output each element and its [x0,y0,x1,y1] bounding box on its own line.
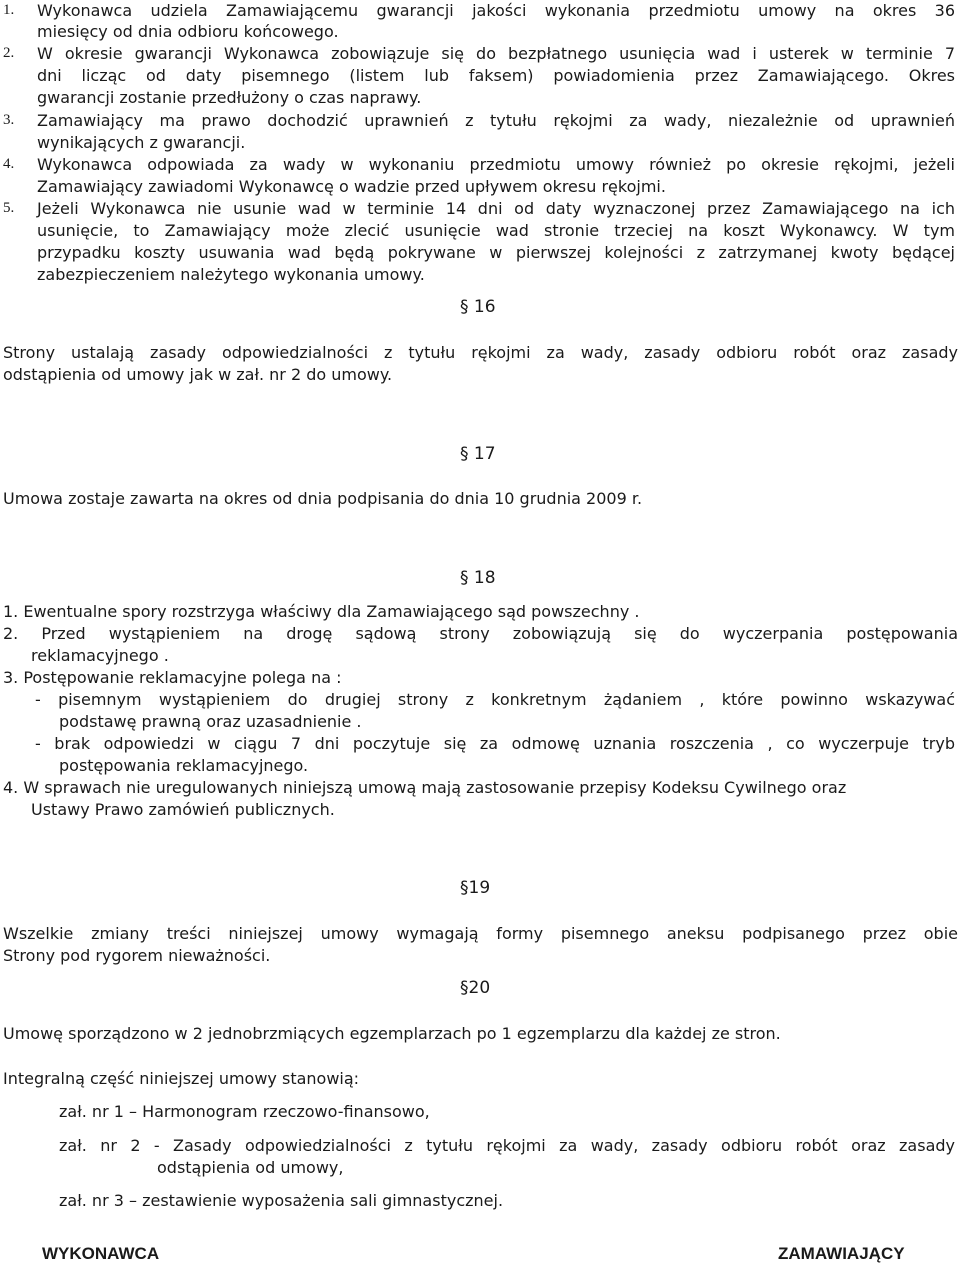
item-number: 3. [3,112,15,128]
item-number: 4. [3,156,15,172]
contract-text-line: Zamawiający zawiadomi Wykonawcę o wadzie przed upływem okresu rękojmi. [37,177,666,196]
contract-text-line: wynikających z gwarancji. [37,133,246,152]
contract-text-line: Zamawiający ma prawo dochodzić uprawnień z tytułu rękojmi za wady, niezależnie od uprawnień [37,111,955,130]
signature-label-client: ZAMAWIAJĄCY [778,1244,905,1263]
contract-text-line: W okresie gwarancji Wykonawca zobowiązuje się do bezpłatnego usunięcia wad i usterek w terminie 7 [37,44,955,63]
contract-text-line: zabezpieczeniem należytego wykonania umowy. [37,265,425,284]
item-number: 1. [3,2,15,18]
contract-text-line: miesięcy od dnia odbioru końcowego. [37,22,339,41]
contract-text-line: postępowania reklamacyjnego. [59,756,309,775]
contract-text-line: Integralną część niniejszej umowy stanowią: [3,1069,360,1088]
attachment-item-continuation: odstąpienia od umowy, [157,1158,344,1177]
contract-text-line: 3. Postępowanie reklamacyjne polega na : [3,668,342,687]
contract-text-line: gwarancji zostanie przedłużony o czas naprawy. [37,88,422,107]
section-heading: § 17 [460,444,496,464]
section-heading: § 18 [460,568,496,588]
contract-text-line: Strony pod rygorem nieważności. [3,946,271,965]
section-heading: §19 [460,878,491,898]
contract-text-line: Wykonawca odpowiada za wady w wykonaniu przedmiotu umowy również po okresie rękojmi, jeżeli [37,155,955,174]
contract-text-line: odstąpienia od umowy jak w zał. nr 2 do umowy. [3,365,393,384]
attachment-item: zał. nr 2 - Zasady odpowiedzialności z tytułu rękojmi za wady, zasady odbioru robót oraz zasady [59,1136,955,1155]
contract-text-line: dni licząc od daty pisemnego (listem lub faksem) powiadomienia przez Zamawiającego. Okres [37,66,955,85]
contract-text-line: 2. Przed wystąpieniem na drogę sądową strony zobowiązują się do wyczerpania postępowania [3,624,958,643]
contract-text-line: 1. Ewentualne spory rozstrzyga właściwy dla Zamawiającego sąd powszechny . [3,602,640,621]
contract-text-line: 4. W sprawach nie uregulowanych niniejszą umową mają zastosowanie przepisy Kodeksu Cywilnego oraz [3,778,847,797]
contract-text-line: reklamacyjnego . [31,646,169,665]
contract-text-line: Umowa zostaje zawarta na okres od dnia podpisania do dnia 10 grudnia 2009 r. [3,489,643,508]
signature-label-contractor: WYKONAWCA [42,1244,160,1263]
contract-text-line: Umowę sporządzono w 2 jednobrzmiących egzemplarzach po 1 egzemplarzu dla każdej ze stron. [3,1024,781,1043]
item-number: 2. [3,45,15,61]
contract-text-line: - brak odpowiedzi w ciągu 7 dni poczytuje się za odmowę uznania roszczenia , co wyczerpuje tryb [35,734,955,753]
contract-text-line: usunięcie, to Zamawiający może zlecić usunięcie wad stronie trzeciej na koszt Wykonawcy. W tym [37,221,955,240]
contract-text-line: - pisemnym wystąpieniem do drugiej strony z konkretnym żądaniem , które powinno wskazywać [35,690,955,709]
attachment-item: zał. nr 3 – zestawienie wyposażenia sali gimnastycznej. [59,1191,504,1210]
contract-text-line: podstawę prawną oraz uzasadnienie . [59,712,362,731]
contract-text-line: przypadku koszty usuwania wad będą pokrywane w pierwszej kolejności z zatrzymanej kwoty będącej [37,243,955,262]
section-heading: § 16 [460,297,496,317]
contract-text-line: Ustawy Prawo zamówień publicznych. [31,800,335,819]
item-number: 5. [3,200,15,216]
attachment-item: zał. nr 1 – Harmonogram rzeczowo-finansowo, [59,1102,430,1121]
contract-text-line: Wykonawca udziela Zamawiającemu gwarancji jakości wykonania przedmiotu umowy na okres 36 [37,1,955,20]
contract-text-line: Jeżeli Wykonawca nie usunie wad w terminie 14 dni od daty wyznaczonej przez Zamawiającego na ich [37,199,955,218]
section-heading: §20 [460,978,491,998]
contract-text-line: Wszelkie zmiany treści niniejszej umowy wymagają formy pisemnego aneksu podpisanego przez obie [3,924,958,943]
contract-text-line: Strony ustalają zasady odpowiedzialności z tytułu rękojmi za wady, zasady odbioru robót oraz zasady [3,343,958,362]
